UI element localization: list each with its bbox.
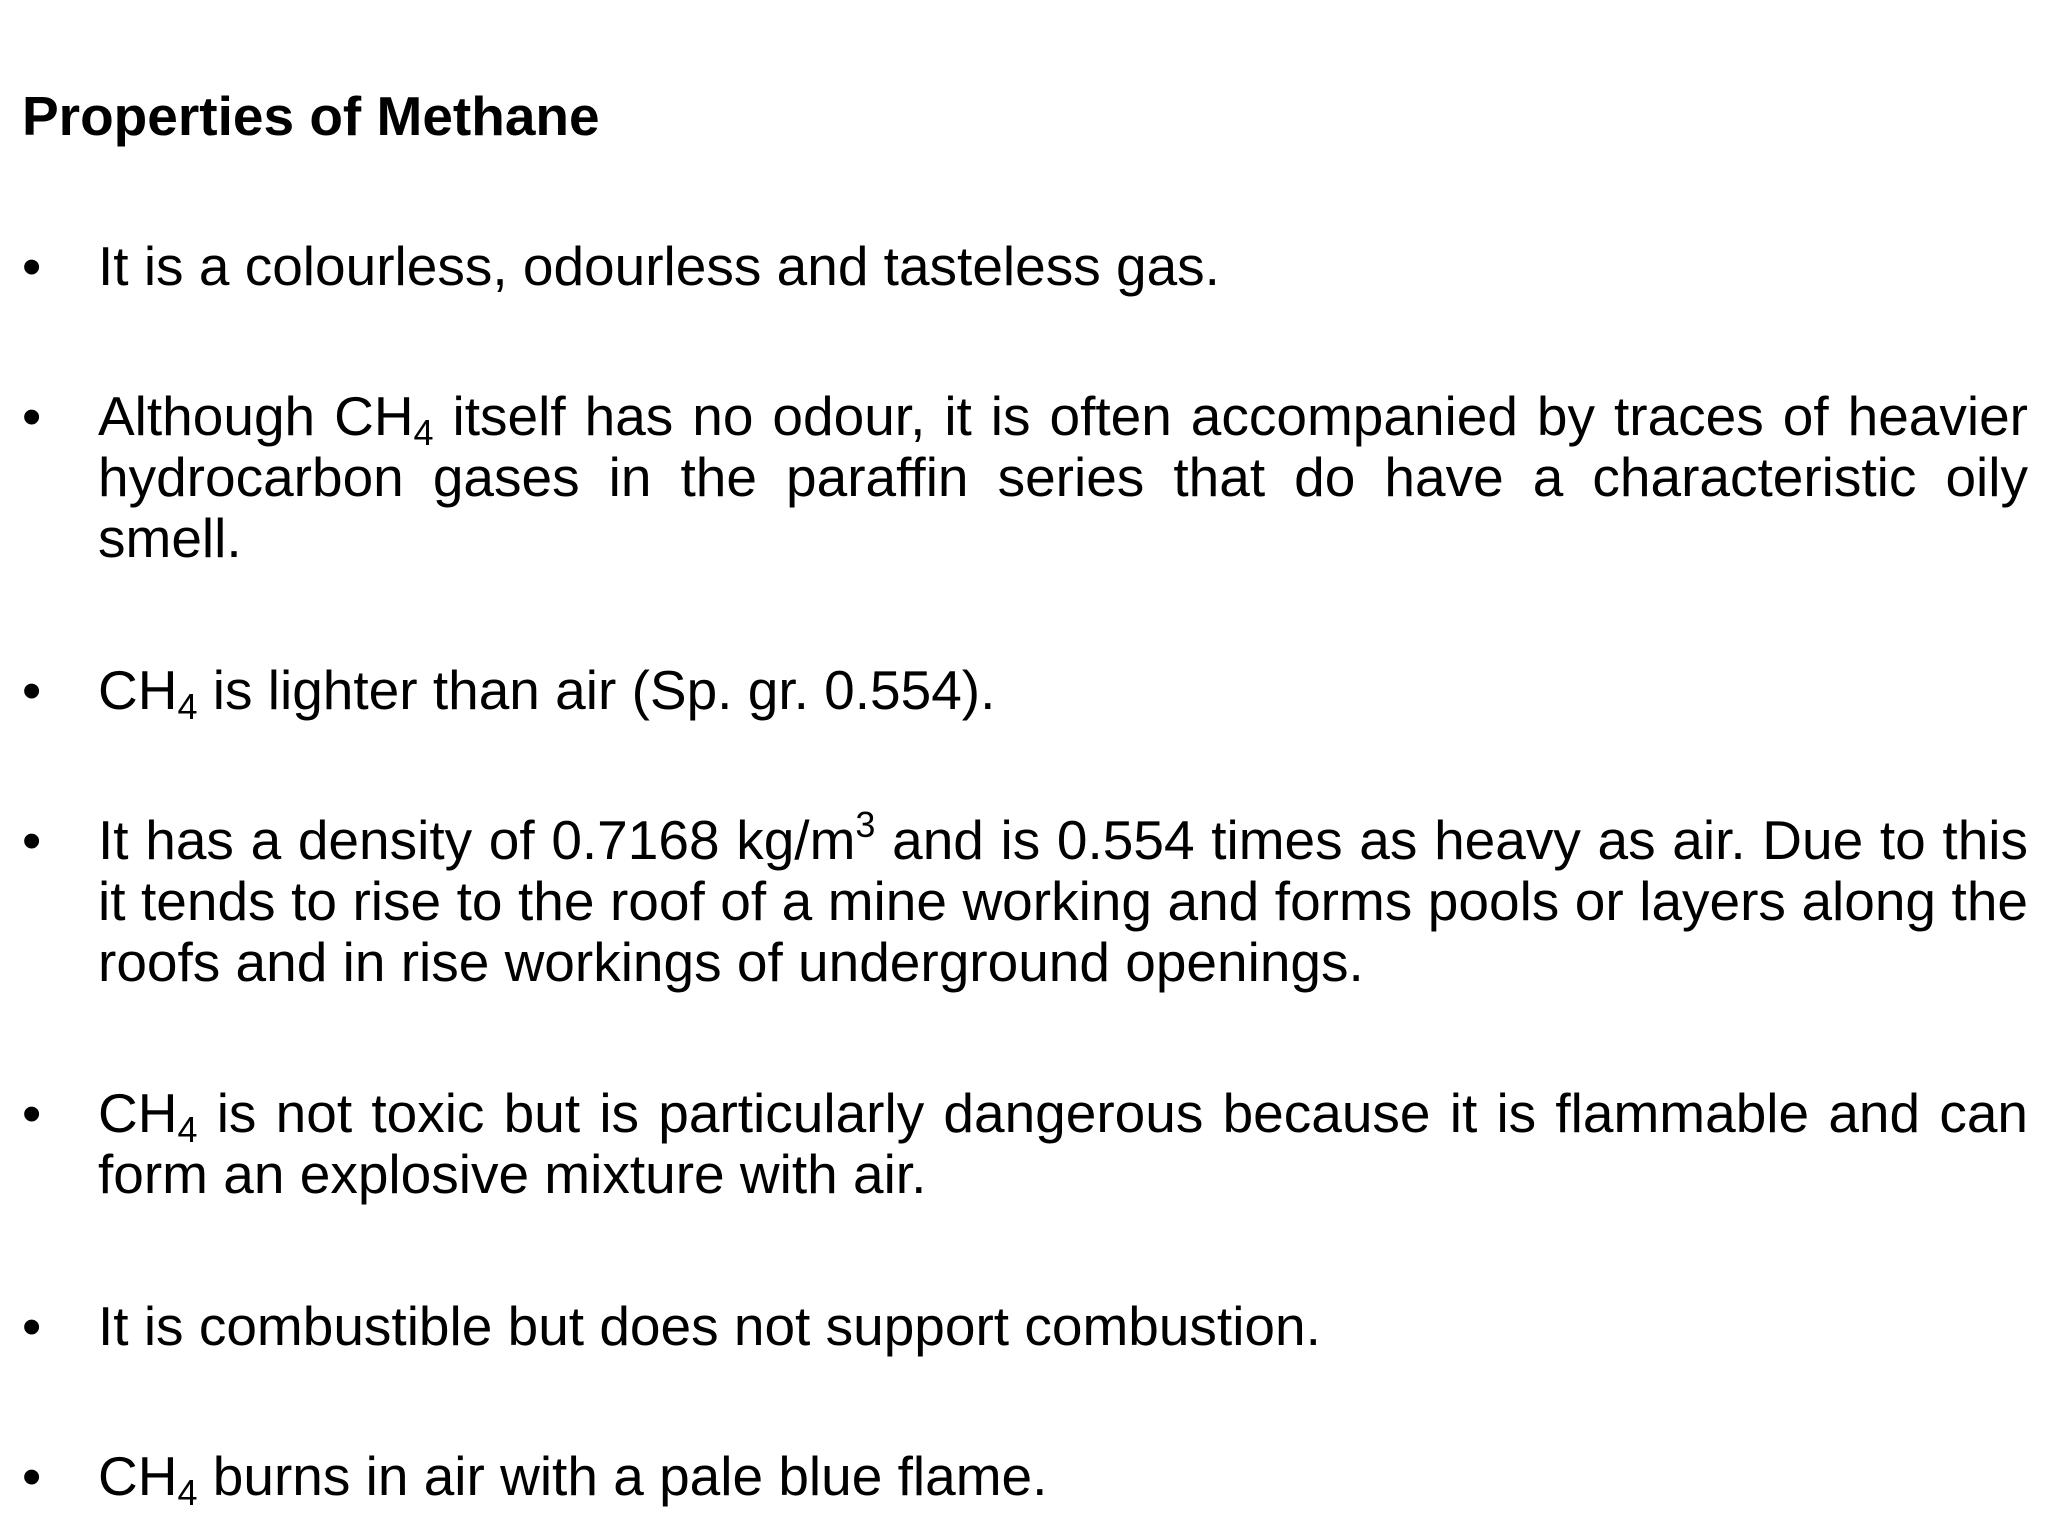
subscript: 4	[177, 1472, 198, 1513]
bullet-dot: •	[22, 1445, 42, 1507]
list-item-text: $CH_4$ is not toxic but is particularly dangerous because it is flammable and can form an explosive mixture with air.	[98, 1082, 2028, 1205]
subscript: 4	[413, 412, 434, 453]
bullet-dot: •	[22, 235, 42, 297]
bullet-dot: •	[22, 1082, 42, 1144]
list-item-text: Although $CH_4$ itself has no odour, it is often accompanied by traces of heavier hydrocarbon gases in the paraffin series that do have a characteristic oily smell.	[98, 385, 2028, 569]
page-title: Properties of Methane	[22, 85, 600, 147]
bullet-dot: •	[22, 1295, 42, 1357]
list-item-text: It is combustible but does not support combustion.	[98, 1295, 1321, 1357]
bullet-dot: •	[22, 385, 42, 447]
subscript: 4	[177, 686, 198, 727]
list-item-text: It is a colourless, odourless and tasteless gas.	[98, 235, 1220, 297]
subscript: 4	[177, 1109, 198, 1150]
list-item-text: It has a density of 0.7168 $kg/m^3$ and is 0.554 times as heavy as air. Due to this it tends to rise to the roof of a mine working and forms pools or layers along the roofs and in rise workings of underground openings.	[98, 804, 2028, 993]
list-item-text: $CH_4$ burns in air with a pale blue flame.	[98, 1445, 1048, 1513]
bullet-dot: •	[22, 659, 42, 721]
bullet-dot: •	[22, 809, 42, 871]
list-item-text: $CH_4$ is lighter than air (Sp. gr. 0.554).	[98, 659, 996, 727]
superscript: 3	[855, 804, 876, 845]
